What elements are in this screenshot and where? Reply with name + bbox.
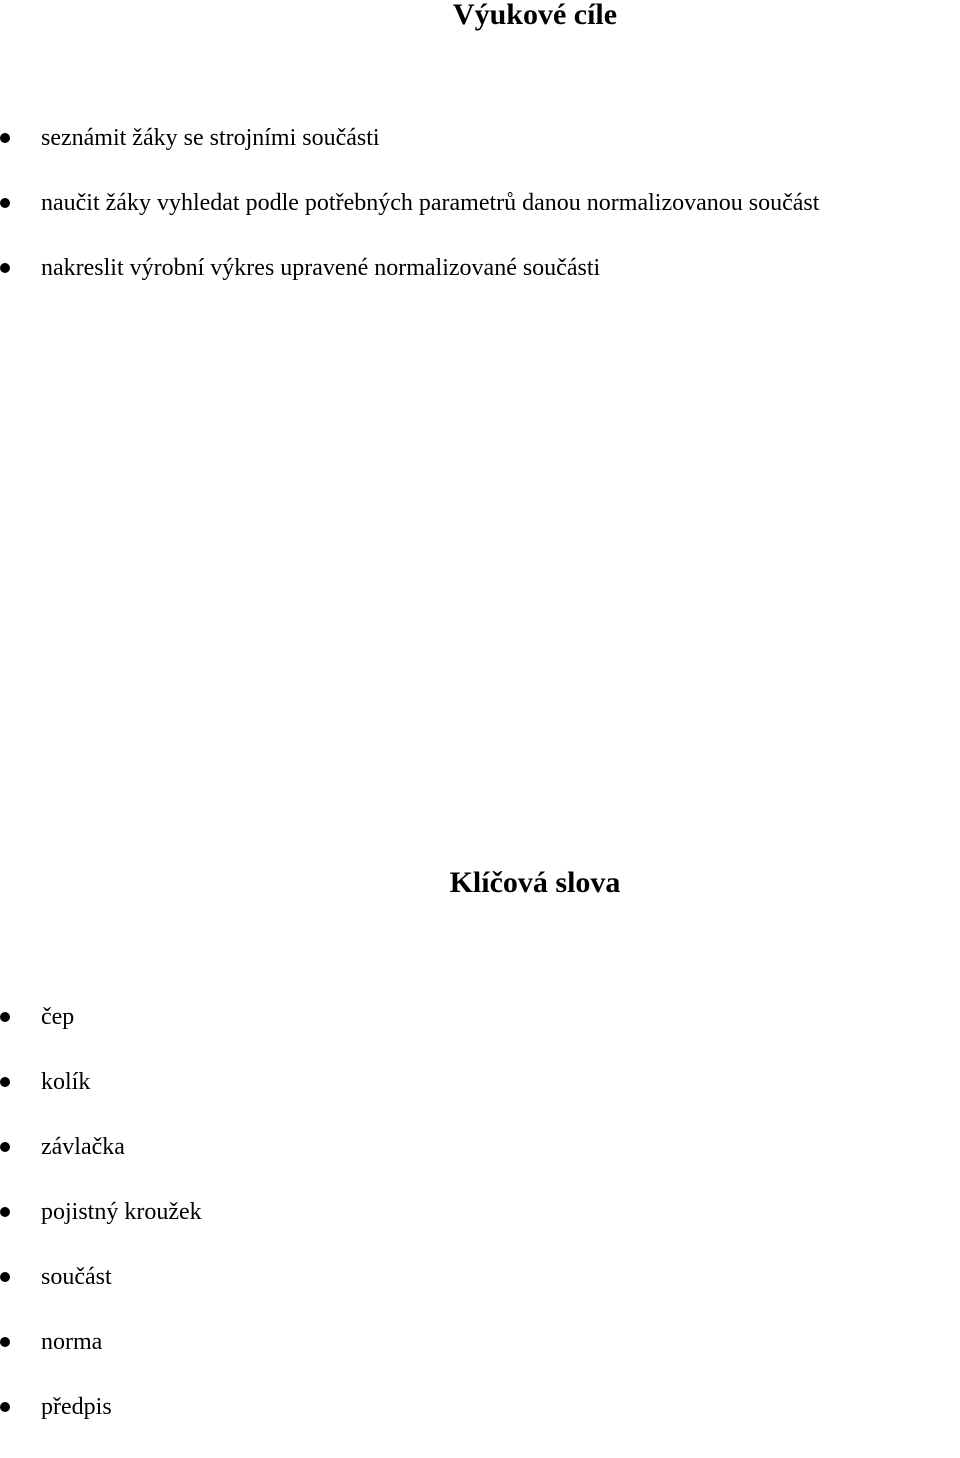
bullet-icon	[0, 263, 10, 273]
bullet-icon	[0, 1012, 10, 1022]
bullet-icon	[0, 1272, 10, 1282]
list-item-text: závlačka	[41, 1134, 125, 1160]
list-item-text: naučit žáky vyhledat podle potřebných parametrů danou normalizovanou součást	[41, 190, 820, 216]
bullet-icon	[0, 198, 10, 208]
bullet-icon	[0, 133, 10, 143]
bullet-icon	[0, 1142, 10, 1152]
bullet-icon	[0, 1207, 10, 1217]
list-item-text: kolík	[41, 1069, 91, 1095]
list-item-text: nakreslit výrobní výkres upravené normalizované součásti	[41, 255, 601, 281]
list-item-text: předpis	[41, 1394, 112, 1420]
list-item-text: čep	[41, 1004, 75, 1030]
list-item-text: součást	[41, 1264, 112, 1290]
bullet-icon	[0, 1337, 10, 1347]
keywords-heading: Klíčová slova	[449, 866, 621, 899]
goals-heading: Výukové cíle	[452, 0, 618, 31]
list-item-text: norma	[41, 1329, 103, 1355]
bullet-icon	[0, 1077, 10, 1087]
bullet-icon	[0, 1402, 10, 1412]
list-item-text: seznámit žáky se strojními součásti	[41, 125, 380, 151]
list-item-text: pojistný kroužek	[41, 1199, 202, 1225]
